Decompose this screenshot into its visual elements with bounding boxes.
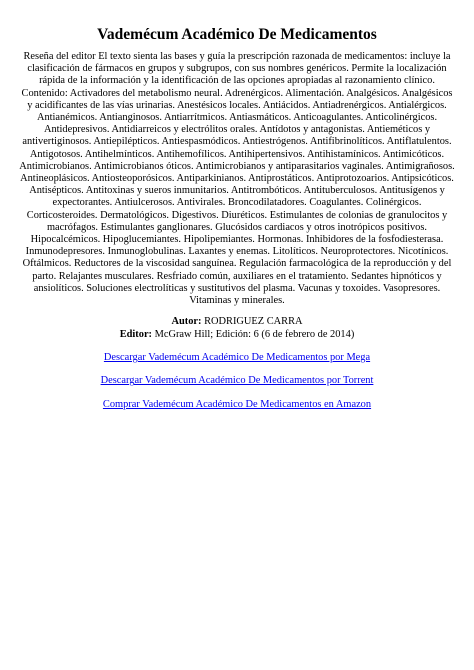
author-label: Autor: [171, 316, 202, 328]
editor-line [18, 329, 456, 341]
document-page [18, 26, 456, 411]
buy-amazon-link[interactable]: Comprar Vademécum Académico De Medicamentos en Amazon [102, 398, 372, 410]
book-description: Reseña del editor El texto sienta las bases y guía la prescripción razonada de medicamentos: incluye la clasificación de fármacos en grupos y subgrupos, con sus nombres genéricos. Permite la localización rápida de la información y la identificación de las opciones apropiadas al razonamiento clínico. Contenido: Activadores del metabolismo neural. Adrenérgicos. Alimentación. Analgésicos. Analgésicos y acidificantes de las vías urinarias. Anestésicos locales. Antiácidos. Antiadrenérgicos. Antialérgicos. Antianémicos. Antianginosos. Antiarrítmicos. Antiasmáticos. Anticoagulantes. Anticolinérgicos. Antidepresivos. Antidiarreicos y electrólitos orales. Antídotos y antagonistas. Antieméticos y antivertiginosos. Antiepilépticos. Antiespasmódicos. Antiestrógenos. Antifibrinolíticos. Antiflatulentos. Antigotosos. Antihelmínticos. Antihemofílicos. Antihipertensivos. Antihistamínicos. Antimicóticos. Antimicrobianos. Antimicrobianos óticos. Antimicrobianos y antiparasitarios vaginales. Antimigrañosos. Antineoplásicos. Antiosteoporósicos. Antiparkinianos. Antiprostáticos. Antiprotozoarios. Antipsicóticos. Antisépticos. Antitoxinas y sueros inmunitarios. Antitrombóticos. Antituberculosos. Antitusígenos y expectorantes. Antiulcerosos. Antivirales. Broncodilatadores. Coagulantes. Colinérgicos. Corticosteroides. Dermatológicos. Digestivos. Diuréticos. Estimulantes de colonias de granulocitos y macrófagos. Estimulantes ganglionares. Glucósidos cardiacos y otros inotrópicos positivos. Hipocalcémicos. Hipoglucemiantes. Hipolipemiantes. Hormonas. Inhibidores de la fosfodiesterasa. Inmunodepresores. Inmunoglobulinas. Laxantes y enemas. Litolíticos. Neuroprotectores. Nicotínicos. Oftálmicos. Reductores de la viscosidad sanguínea. Regulación farmacológica de la reproducción y del parto. Relajantes musculares. Resfriado común, auxiliares en el tratamiento. Sedantes hipnóticos y ansiolíticos. Soluciones electrolíticas y sustitutivos del plasma. Vacunas y toxoides. Vasopresores. Vitaminas y minerales. [19, 51, 455, 307]
page-title: Vademécum Académico De Medicamentos [97, 26, 377, 43]
author-value: RODRIGUEZ CARRA [201, 316, 303, 328]
download-mega-link[interactable]: Descargar Vademécum Académico De Medicamentos por Mega [103, 352, 371, 364]
download-torrent-link[interactable]: Descargar Vademécum Académico De Medicamentos por Torrent [100, 375, 374, 387]
editor-value: McGraw Hill; Edición: 6 (6 de febrero de 2014) [152, 328, 355, 340]
editor-label: Editor: [119, 328, 153, 340]
download-links [18, 352, 456, 411]
book-metadata [18, 316, 456, 341]
author-line [18, 316, 456, 328]
